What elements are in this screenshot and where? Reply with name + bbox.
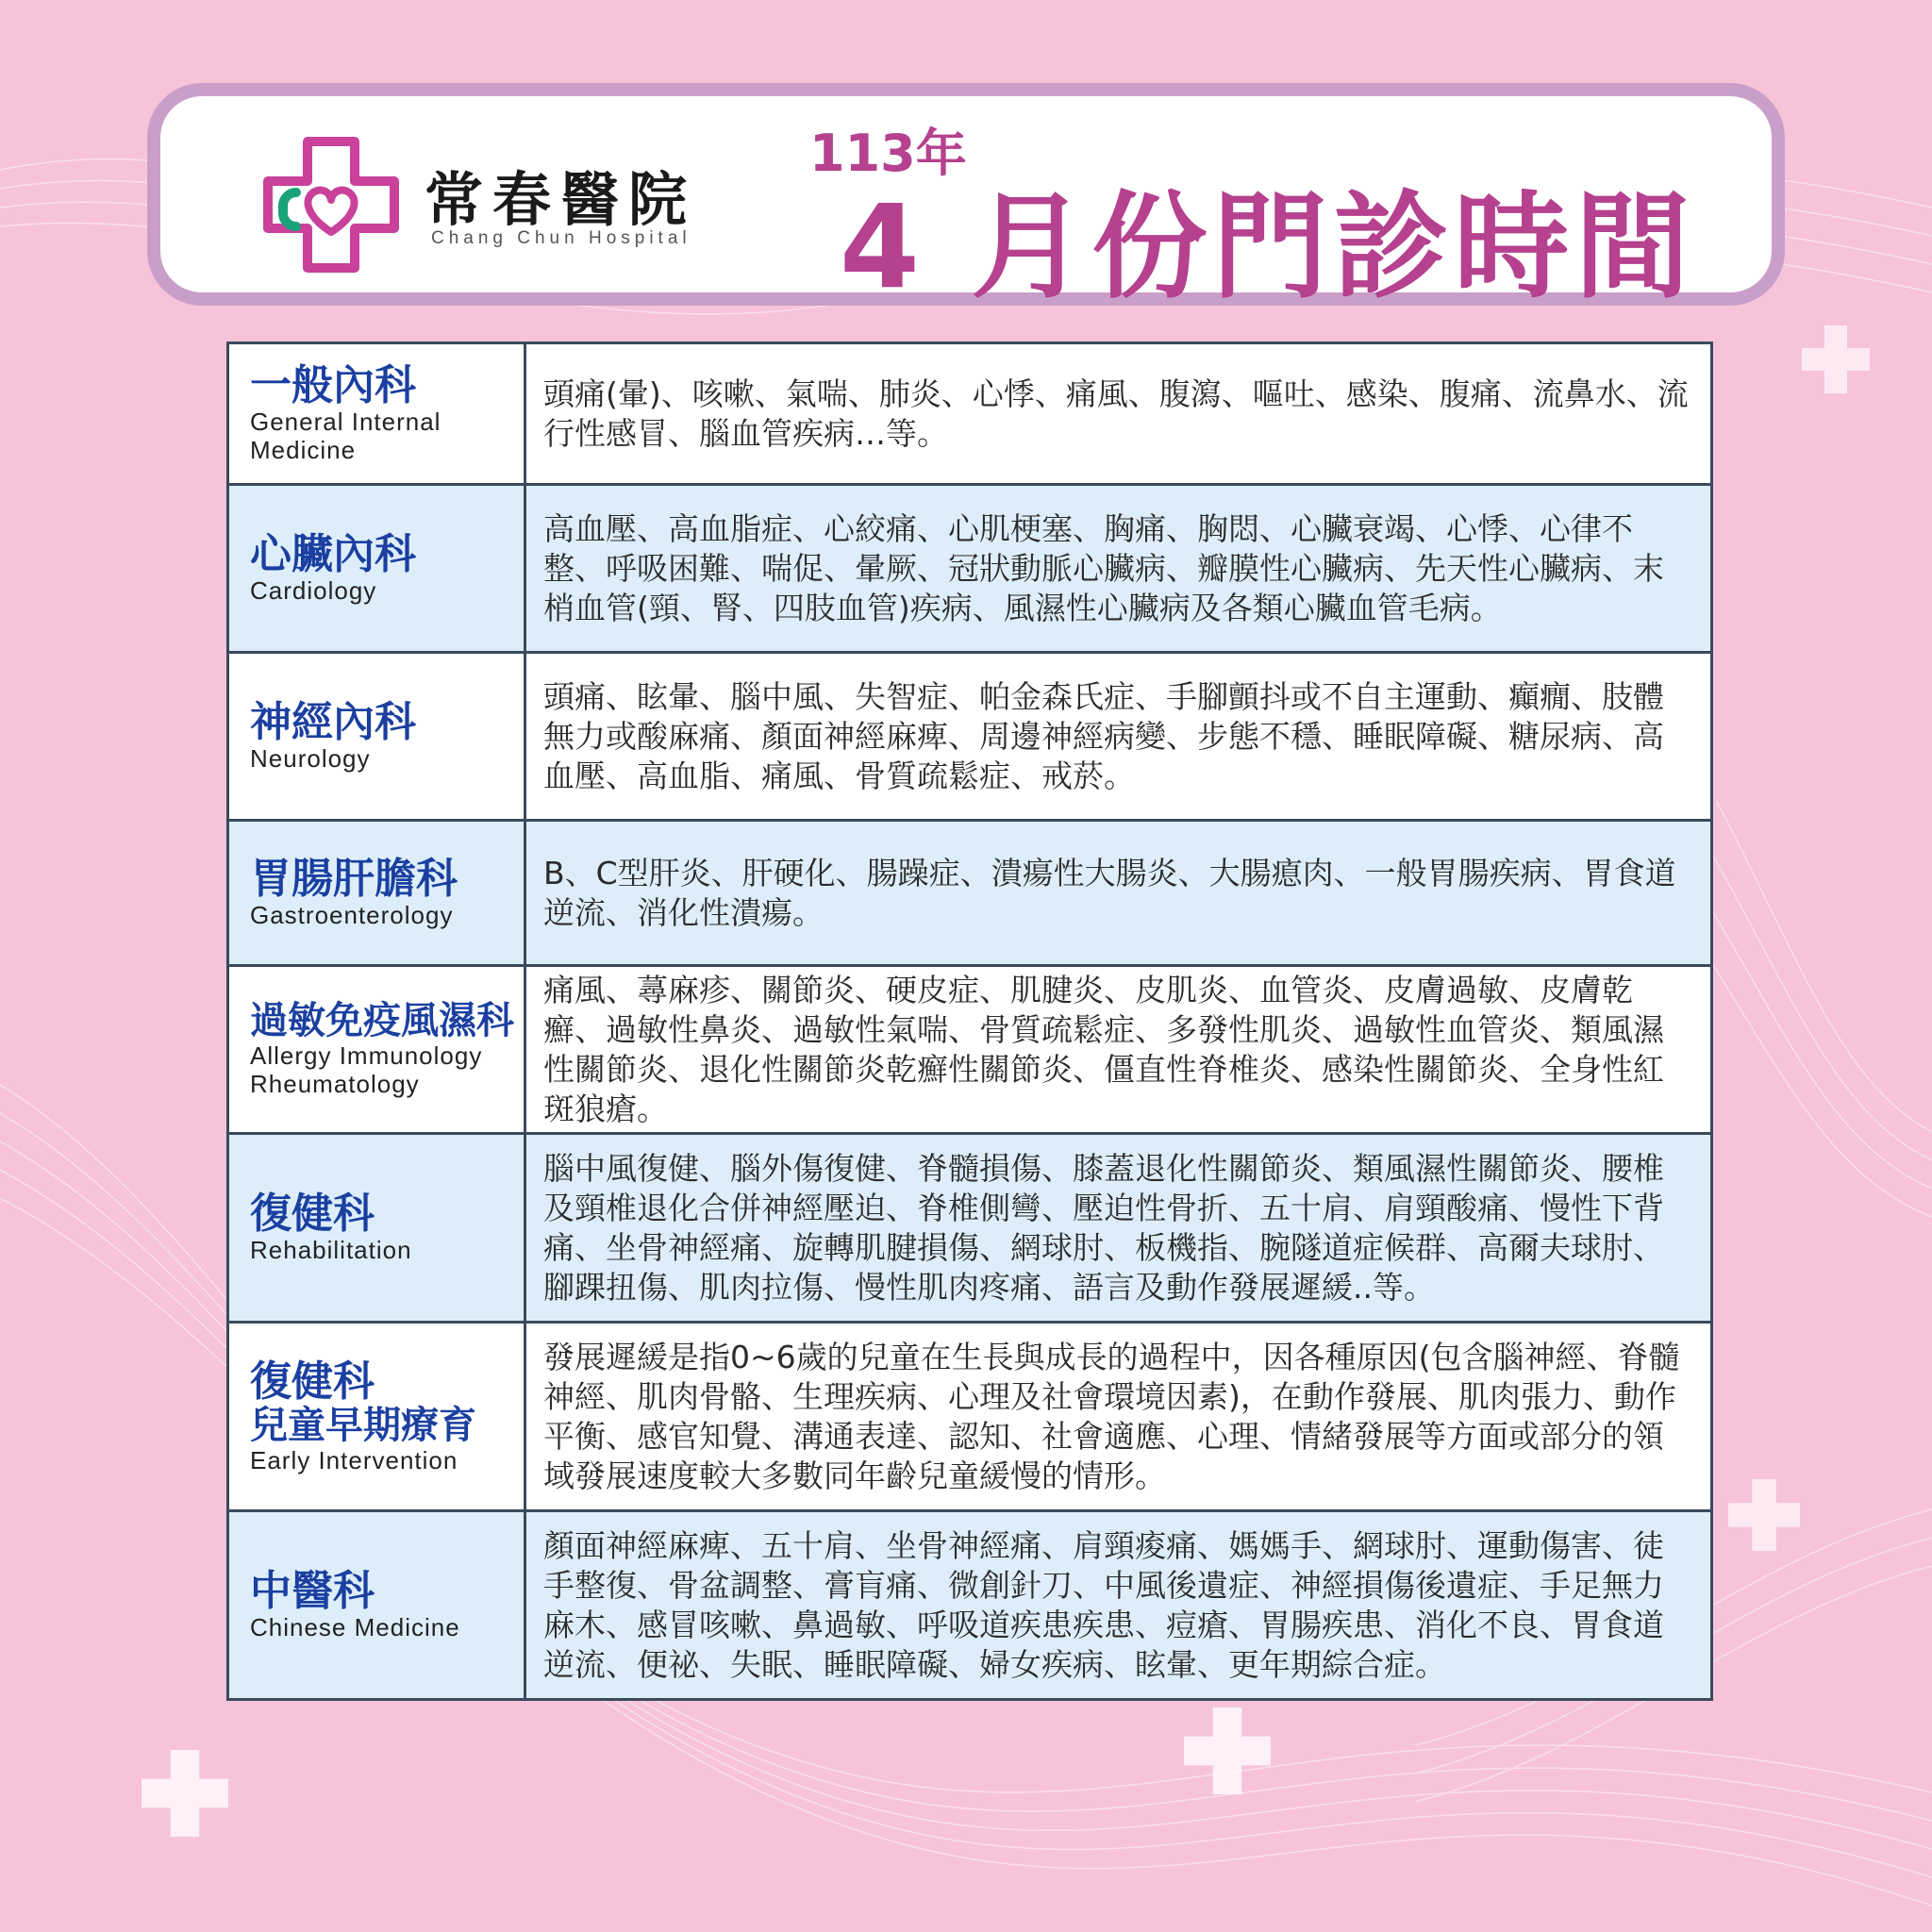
hospital-logo-icon <box>251 134 411 275</box>
decorative-cross-icon <box>142 1750 228 1837</box>
table-row <box>228 821 1712 966</box>
header-banner <box>147 83 1785 314</box>
table-row <box>228 343 1712 485</box>
department-description: 顏面神經麻痺、五十肩、坐骨神經痛、肩頸痠痛、媽媽手、網球肘、運動傷害、徒手整復、骨盆調整、膏肓痛、微創針刀、中風後遺症、神經損傷後遺症、手足無力麻木、感冒咳嗽、鼻過敏、呼吸道疾患疾患、痘瘡、胃腸疾患、消化不良、胃食道逆流、便祕、失眠、睡眠障礙、婦女疾病、眩暈、更年期綜合症。 <box>525 1511 1712 1700</box>
department-name: 心臟內科 <box>250 529 416 578</box>
department-cell <box>228 1323 525 1511</box>
department-name: 中醫科 <box>250 1566 375 1615</box>
department-name-english: Chinese Medicine <box>250 1613 460 1642</box>
department-name: 胃腸肝膽科 <box>250 854 458 903</box>
department-name-english: Rheumatology <box>250 1069 420 1098</box>
department-name-english: Medicine <box>250 436 357 465</box>
department-description: 頭痛(暈)、咳嗽、氣喘、肺炎、心悸、痛風、腹瀉、嘔吐、感染、腹痛、流鼻水、流行性感冒、腦血管疾病…等。 <box>525 343 1712 485</box>
decorative-cross-icon <box>1728 1479 1800 1551</box>
department-name: 復健科 <box>250 1357 375 1406</box>
department-cell <box>228 485 525 653</box>
department-name-english: Rehabilitation <box>250 1236 412 1265</box>
department-description: 腦中風復健、腦外傷復健、脊髓損傷、膝蓋退化性關節炎、類風濕性關節炎、腰椎及頸椎退化合併神經壓迫、脊椎側彎、壓迫性骨折、五十肩、肩頸酸痛、慢性下背痛、坐骨神經痛、旋轉肌腱損傷、網球肘、板機指、腕隧道症候群、高爾夫球肘、腳踝扭傷、肌肉拉傷、慢性肌肉疼痛、語言及動作發展遲緩..等。 <box>525 1134 1712 1323</box>
table-row <box>228 1134 1712 1323</box>
hospital-name-english: Chang Chun Hospital <box>431 228 691 248</box>
decorative-cross-icon <box>1802 325 1870 393</box>
hospital-name: 常春醫院 <box>425 165 697 234</box>
table-row <box>228 1323 1712 1511</box>
table-row <box>228 485 1712 653</box>
department-name: 神經內科 <box>250 697 416 746</box>
department-description: 頭痛、眩暈、腦中風、失智症、帕金森氏症、手腳顫抖或不自主運動、癲癇、肢體無力或酸麻痛、顏面神經麻痺、周邊神經病變、步態不穩、睡眠障礙、糖尿病、高血壓、高血脂、痛風、骨質疏鬆症、戒菸。 <box>525 653 1712 821</box>
page-title: 4 月份門診時間 <box>840 180 1696 314</box>
department-description: 高血壓、高血脂症、心絞痛、心肌梗塞、胸痛、胸悶、心臟衰竭、心悸、心律不整、呼吸困難、喘促、暈厥、冠狀動脈心臟病、瓣膜性心臟病、先天性心臟病、末梢血管(頸、腎、四肢血管)疾病、風濕性心臟病及各類心臟血管毛病。 <box>525 485 1712 653</box>
table-row <box>228 966 1712 1134</box>
department-description: 發展遲緩是指0~6歲的兒童在生長與成長的過程中，因各種原因(包含腦神經、脊髓神經、肌肉骨骼、生理疾病、心理及社會環境因素)，在動作發展、肌肉張力、動作平衡、感官知覺、溝通表達、認知、社會適應、心理、情緒發展等方面或部分的領域發展速度較大多數同年齡兒童緩慢的情形。 <box>525 1323 1712 1511</box>
department-name-english: Cardiology <box>250 576 377 606</box>
department-cell <box>228 653 525 821</box>
year-label: 113年 <box>809 124 967 183</box>
department-description: 痛風、蕁麻疹、關節炎、硬皮症、肌腱炎、皮肌炎、血管炎、皮膚過敏、皮膚乾癬、過敏性鼻炎、過敏性氣喘、骨質疏鬆症、多發性肌炎、過敏性血管炎、類風濕性關節炎、退化性關節炎乾癬性關節炎、僵直性脊椎炎、感染性關節炎、全身性紅斑狼瘡。 <box>525 966 1712 1134</box>
department-description: B、C型肝炎、肝硬化、腸躁症、潰瘍性大腸炎、大腸瘜肉、一般胃腸疾病、胃食道逆流、消化性潰瘍。 <box>525 821 1712 966</box>
department-cell <box>228 821 525 966</box>
department-name: 過敏免疫風濕科 <box>250 999 514 1043</box>
department-name-english: General Internal <box>250 408 441 437</box>
department-name: 兒童早期療育 <box>250 1403 476 1447</box>
decorative-cross-icon <box>1184 1707 1271 1794</box>
department-name-english: Allergy Immunology <box>250 1041 483 1070</box>
department-cell <box>228 966 525 1134</box>
department-cell <box>228 1134 525 1323</box>
department-cell <box>228 1511 525 1700</box>
department-cell <box>228 343 525 485</box>
table-row <box>228 653 1712 821</box>
department-name: 一般內科 <box>250 360 416 409</box>
department-name-english: Early Intervention <box>250 1445 458 1474</box>
clinic-schedule-table <box>226 341 1713 1701</box>
department-name-english: Gastroenterology <box>250 901 454 930</box>
department-name-english: Neurology <box>250 744 371 774</box>
table-row <box>228 1511 1712 1700</box>
department-name: 復健科 <box>250 1189 375 1238</box>
